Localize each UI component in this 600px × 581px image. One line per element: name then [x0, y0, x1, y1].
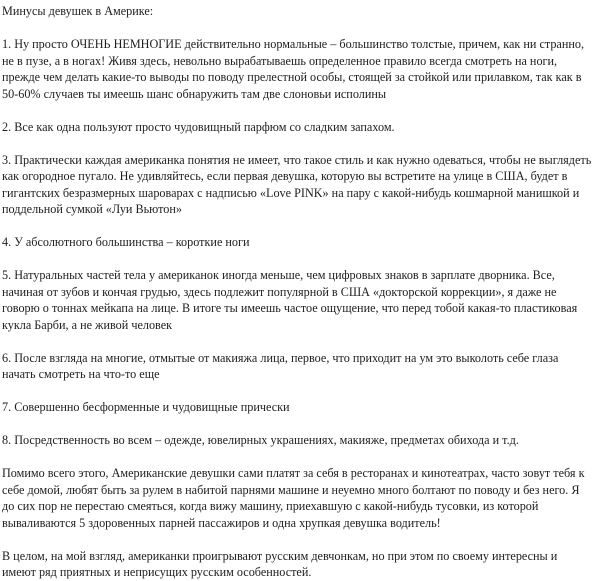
paragraph-3: 3. Практически каждая американка понятия не имеет, что такое стиль и как нужно одеваться, чтобы не выглядеть как огородное пугало. Не удивляйтесь, если первая девушка, которую вы встретите на улице в США, будет в гигантских безразмерных шароварах с надписью «Love PINK» на пару с какой-нибудь кошмарной манишкой и поддельной сумкой «Луи Вьютон» — [2, 152, 592, 216]
paragraph-6: 6. После взгляда на многие, отмытые от макияжа лица, первое, что приходит на ум это выколоть себе глаза начать смотреть на что-то еще — [2, 350, 559, 381]
paragraph-1: 1. Ну просто ОЧЕНЬ НЕМНОГИЕ действительно нормальные – большинство толстые, причем, как ни странно, не в пузе, а в ногах! Живя здесь, невольно вырабатываешь определенное правило всегда смотреть на ноги, прежде чем делать какие-то выводы по поводу прелестной особы, стоящей за стойкой или прилавком, так как в 50-60% случаев ты имеешь шанс обнаружить там две слоновьи исполины — [2, 37, 585, 101]
paragraph-5: 5. Натуральных частей тела у американок иногда меньше, чем цифровых знаков в зарплате дворника. Все, начиная от зубов и кончая грудью, здесь подлежит популярной в США «докторской коррекции», я даже не говорю о тоннах мейкапа на лице. В итоге ты имеешь частое ощущение, что перед тобой какая-то пластиковая кукла Барби, а не живой человек — [2, 268, 578, 332]
paragraph-8: 8. Посредственность во всем – одежде, ювелирных украшениях, макияже, предметах обихода и т.д. — [2, 433, 519, 447]
document-body — [2, 3, 594, 581]
paragraph-additional: Помимо всего этого, Американские девушки сами платят за себя в ресторанах и кинотеатрах, часто зовут тебя к себе домой, любят быть за рулем в набитой парнями машине и неуемно много болтают по поводу и без него. Я до сих пор не перестаю смеяться, когда вижу машину, приехавшую с какой-нибудь тусовки, из которой вываливаются 5 здоровенных парней пассажиров и одна хрупкая девушка водитель! — [2, 466, 585, 530]
paragraph-7: 7. Совершенно бесформенные и чудовищные прически — [2, 400, 290, 414]
document-title: Минусы девушек в Америке: — [2, 4, 154, 18]
paragraph-4: 4. У абсолютного большинства – короткие ноги — [2, 235, 250, 249]
paragraph-2: 2. Все как одна пользуют просто чудовищный парфюм со сладким запахом. — [2, 119, 395, 134]
paragraph-conclusion: В целом, на мой взгляд, американки проигрывают русским девчонкам, но при этом по своему интересны и имеют ряд приятных и неприсущих русским особенностей. — [2, 548, 558, 579]
